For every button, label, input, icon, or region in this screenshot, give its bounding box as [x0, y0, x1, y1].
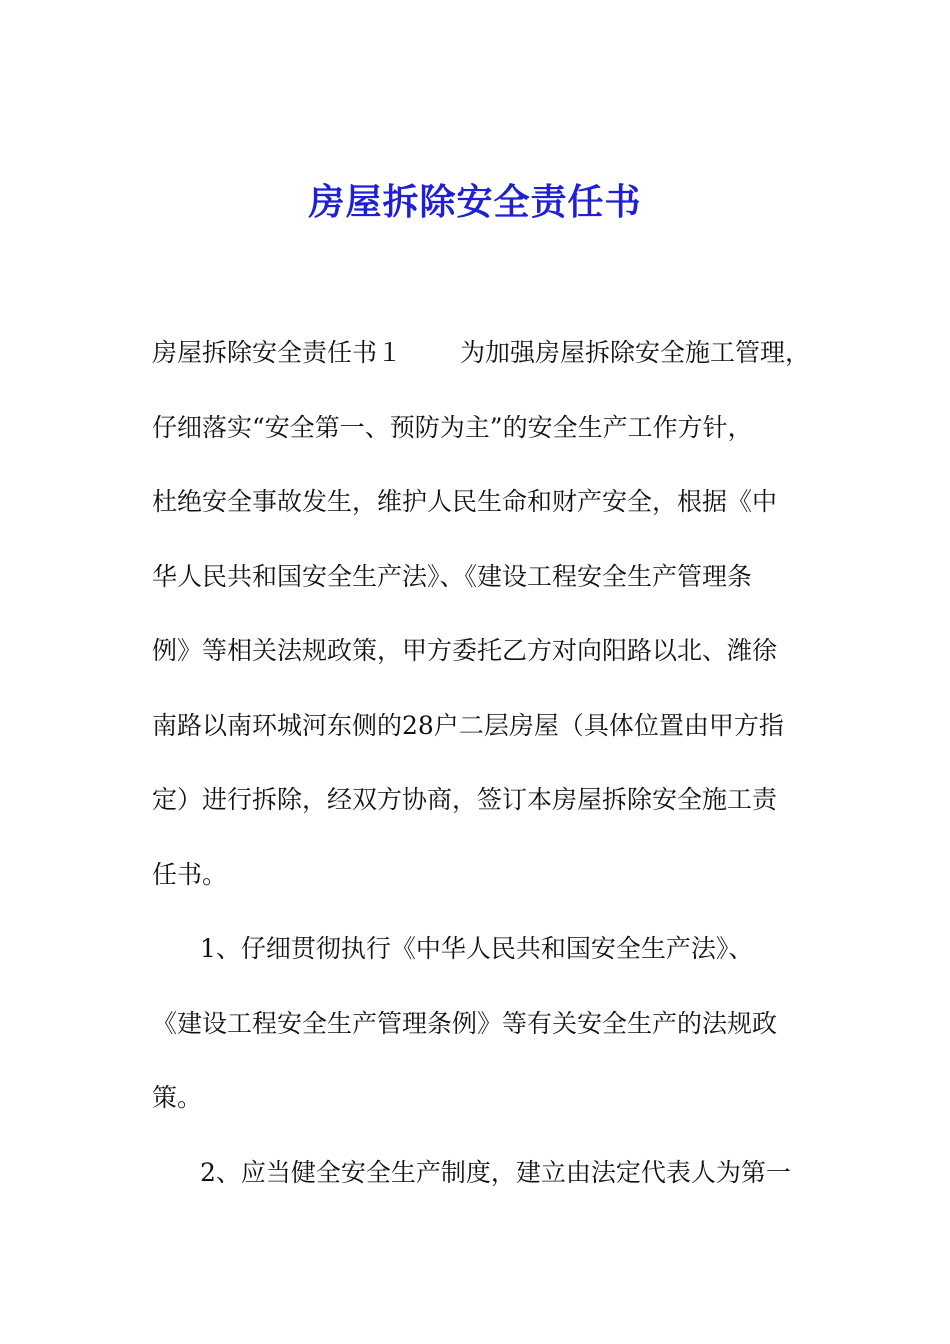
list-item-line: 2、应当健全安全生产制度，建立由法定代表人为第一: [200, 1158, 791, 1187]
paragraph-text: 为加强房屋拆除安全施工管理，: [460, 338, 811, 367]
paragraph-line: [152, 335, 810, 371]
paragraph-line: 例》等相关法规政策，甲方委托乙方对向阳路以北、潍徐: [152, 636, 778, 665]
paragraph-line: 仔细落实“安全第一、预防为主”的安全生产工作方针，: [152, 413, 753, 442]
document-title: 房屋拆除安全责任书: [308, 181, 642, 223]
paragraph-line: 华人民共和国安全生产法》、《建设工程安全生产管理条: [152, 562, 753, 591]
paragraph-line: 杜绝安全事故发生，维护人民生命和财产安全，根据《中: [152, 487, 778, 516]
paragraph-line: 《建设工程安全生产管理条例》等有关安全生产的法规政: [152, 1009, 778, 1038]
paragraph-line: 南路以南环城河东侧的28户二层房屋（具体位置由甲方指: [152, 711, 784, 740]
paragraph-line: 策。: [152, 1083, 203, 1112]
paragraph-line: 任书。: [152, 860, 228, 889]
section-heading: 房屋拆除安全责任书１: [152, 338, 403, 367]
paragraph-line: 定）进行拆除，经双方协商，签订本房屋拆除安全施工责: [152, 785, 778, 814]
list-item-line: 1、仔细贯彻执行《中华人民共和国安全生产法》、: [200, 934, 754, 963]
